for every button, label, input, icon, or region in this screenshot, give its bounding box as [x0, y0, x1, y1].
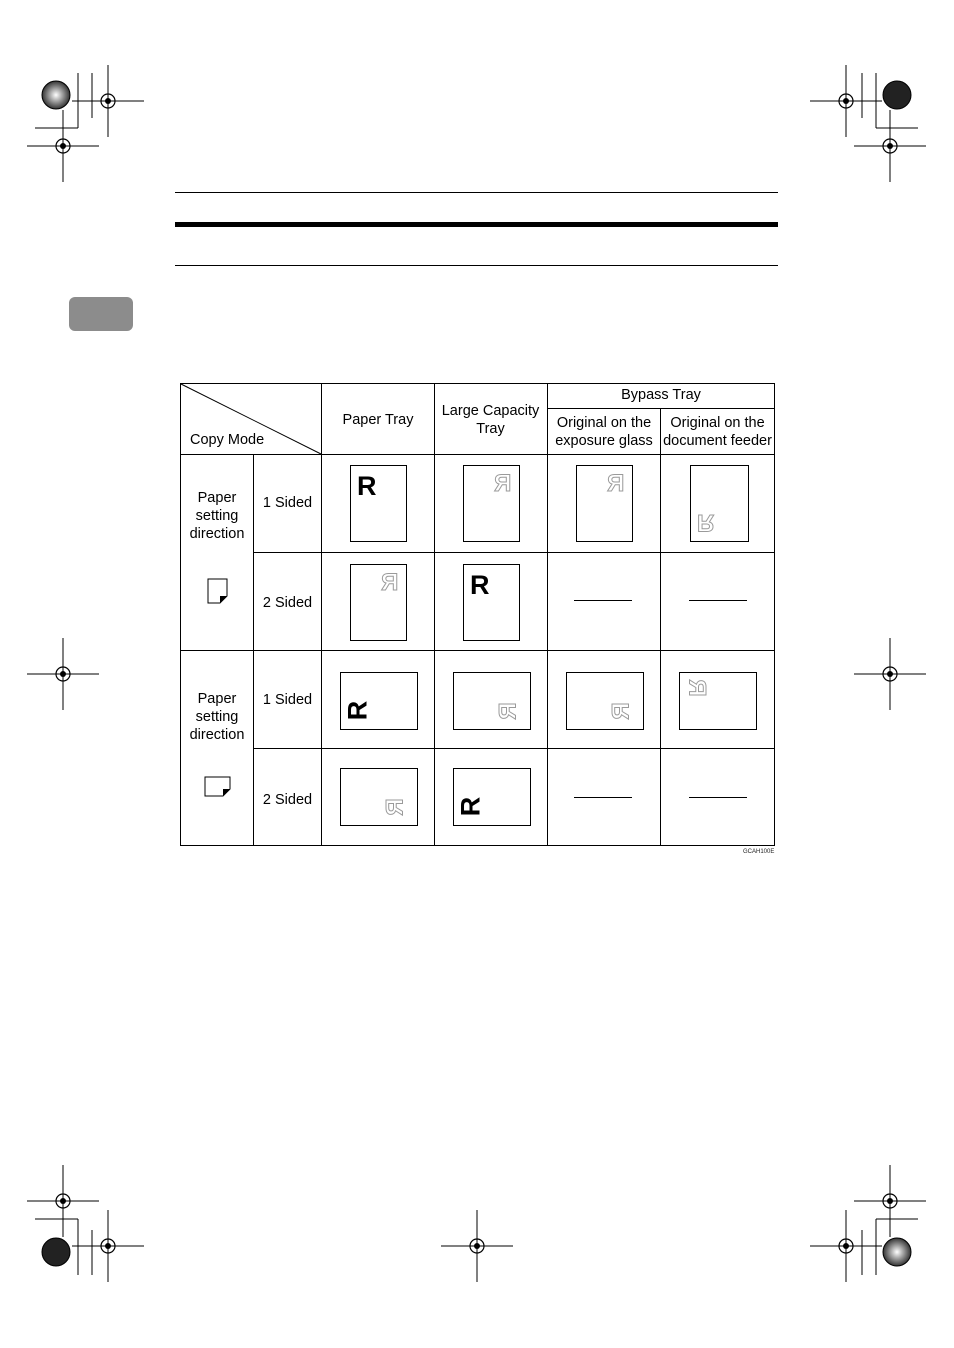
sheet-letter-rotated: R [342, 700, 373, 721]
figure-code: GCAH100E [743, 849, 775, 855]
not-available-line [574, 797, 632, 798]
sheet-diagram [340, 672, 418, 730]
column-large-capacity-tray: Large Capacity Tray [441, 403, 540, 437]
sheet-diagram [566, 672, 644, 730]
column-paper-tray: Paper Tray [342, 412, 414, 428]
sheet-diagram [350, 465, 407, 542]
sheet-diagram [350, 564, 407, 641]
not-available-line [574, 600, 632, 601]
sheet-letter: R [470, 570, 490, 600]
landscape-sheet-icon [204, 776, 232, 798]
sheet-diagram [690, 465, 749, 542]
sheet-diagram [340, 768, 418, 826]
sheet-letter-mirrored: R [381, 569, 399, 596]
sheet-letter-rotated: R [697, 509, 715, 536]
sheet-letter-rotated: R [683, 679, 711, 697]
sheet-letter-rotated: R [381, 798, 409, 816]
sheet-diagram [463, 564, 520, 641]
sheet-letter-mirrored: R [494, 470, 512, 497]
sheet-diagram [679, 672, 757, 730]
column-bypass-tray: Bypass Tray [621, 387, 701, 403]
sheet-letter-rotated: R [455, 796, 486, 817]
row-group-landscape-label: Paper setting direction [189, 691, 245, 743]
copy-mode-label: Copy Mode [190, 432, 265, 448]
sheet-diagram [453, 672, 531, 730]
sheet-letter-mirrored: R [607, 470, 625, 497]
not-available-line [689, 797, 747, 798]
sheet-letter-rotated: R [494, 702, 522, 720]
portrait-sheet-icon [207, 578, 229, 604]
sheet-letter-rotated: R [607, 702, 635, 720]
sheet-diagram [576, 465, 633, 542]
column-bypass-exposure-glass: Original on the exposure glass [555, 415, 653, 449]
mode-2-sided: 2 Sided [262, 595, 313, 611]
mode-2-sided: 2 Sided [262, 792, 313, 808]
column-bypass-document-feeder: Original on the document feeder [663, 415, 772, 449]
sheet-diagram [453, 768, 531, 826]
mode-1-sided: 1 Sided [262, 495, 313, 511]
sheet-diagram [463, 465, 520, 542]
row-group-portrait-label: Paper setting direction [189, 490, 245, 542]
sheet-letter: R [357, 471, 377, 501]
not-available-line [689, 600, 747, 601]
mode-1-sided: 1 Sided [262, 692, 313, 708]
